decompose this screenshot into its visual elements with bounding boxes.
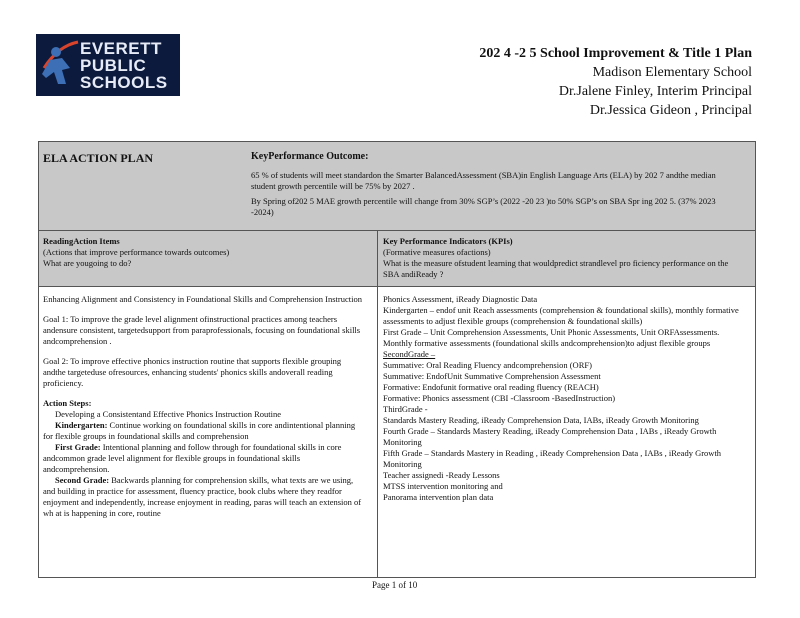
reading-action-items — [43, 294, 365, 519]
principal-interim: Dr.Jalene Finley, Interim Principal — [558, 84, 752, 99]
list-item: Panorama intervention plan data — [383, 492, 494, 502]
second-grade-label: Second Grade: — [55, 475, 110, 485]
reading-action-sub-1: (Actions that improve performance towards outcomes) — [43, 247, 230, 257]
kindergarten-label: Kindergarten: — [55, 420, 108, 430]
list-item: Teacher assignedi -Ready Lessons — [383, 470, 500, 480]
school-name: Madison Elementary School — [592, 65, 752, 80]
row-divider-2 — [39, 286, 755, 287]
kpo-text-1: 65 % of students will meet standardon the Smarter BalancedAssessment (SBA)in English Language Arts (ELA) by 202 7 andthe median student growth percentile will be 75% by 2027 . — [251, 170, 716, 191]
logo-line-3: SCHOOLS — [80, 73, 168, 92]
list-item: MTSS intervention monitoring and — [383, 481, 503, 491]
plan-title: 202 4 -2 5 School Improvement & Title 1 Plan — [479, 46, 752, 61]
principal: Dr.Jessica Gideon , Principal — [589, 103, 752, 118]
list-item: Fourth Grade – Standards Mastery Reading, iReady Comprehension Data , IABs , iReady Growth Monitoring — [383, 426, 717, 447]
list-item: Fifth Grade – Standards Mastery in Reading , iReady Comprehension Data , IABs , iReady Growth Monitoring — [383, 448, 722, 469]
column-divider — [377, 230, 378, 578]
kpi-label: Key Performance Indicators (KPIs) — [383, 236, 513, 246]
document-header — [479, 44, 752, 120]
first-grade-step — [43, 442, 365, 475]
first-grade-label: First Grade: — [55, 442, 101, 452]
logo-line-2: PUBLIC — [80, 56, 147, 75]
list-item: Formative: Endofunit formative oral reading fluency (REACH) — [383, 382, 599, 392]
reading-action-sub-2: What are yougoing to do? — [43, 258, 132, 268]
kpi-sub-2: What is the measure ofstudent learning that wouldpredict strandlevel pro ficiency performance on the SBA andiReady ? — [383, 258, 729, 279]
row-divider-1 — [39, 230, 755, 231]
list-item: Phonics Assessment, iReady Diagnostic Data — [383, 294, 538, 304]
list-item: First Grade – Unit Comprehension Assessments, Unit Phonic Assessments, Unit ORFAssessments. Monthly formative assessments (foundational skills andcomprehension)to adjust flexible groups — [383, 327, 720, 348]
kpo-label: KeyPerformance Outcome: — [251, 151, 369, 162]
kindergarten-step — [43, 420, 365, 442]
list-item: ThirdGrade - — [383, 404, 428, 414]
kpo-text-2: By Spring of202 5 MAE growth percentile will change from 30% SGP’s (2022 -20 23 )to 50% SGP’s on SBA Spr ing 202 5. (37% 2023 -2024) — [251, 196, 716, 217]
second-grade-step — [43, 475, 365, 519]
list-item: Summative: Oral Reading Fluency andcomprehension (ORF) — [383, 360, 592, 370]
district-logo — [36, 34, 180, 96]
list-item: Formative: Phonics assessment (CBI -Classroom -BasedInstruction) — [383, 393, 616, 403]
kpi-list — [383, 294, 741, 503]
goal-2: Goal 2: To improve effective phonics instruction routine that supports flexible grouping andthe targeteduse ofresources, enhancing students' phonics skills andoverall reading proficiency. — [43, 356, 342, 388]
plan-heading: ELA ACTION PLAN — [43, 151, 154, 165]
list-item: SecondGrade – — [383, 349, 436, 359]
reading-action-label: ReadingAction Items — [43, 236, 120, 246]
logo-line-1: EVERETT — [80, 39, 162, 58]
list-item: Kindergarten – endof unit Reach assessments (comprehension & foundational skills), monthly formative assessments to adjust flexible groups (comprehension & foundational skills) — [383, 305, 739, 326]
goal-1: Goal 1: To improve the grade level alignment ofinstructional practices among teachers andensure consistent, targetedsupport from paraprofessionals, focusing on foundational skills andcomprehension . — [43, 314, 361, 346]
list-item: Standards Mastery Reading, iReady Comprehension Data, IABs, iReady Growth Monitoring — [383, 415, 699, 425]
kpi-sub-1: (Formative measures ofactions) — [383, 247, 491, 257]
focus-statement: Enhancing Alignment and Consistency in Foundational Skills and Comprehension Instruction — [43, 294, 362, 304]
action-plan-table — [38, 141, 756, 578]
reading-action-header — [43, 236, 363, 269]
kpi-header — [383, 236, 739, 280]
action-steps-label: Action Steps: — [43, 398, 92, 408]
list-item: Summative: EndofUnit Summative Comprehension Assessment — [383, 371, 601, 381]
page-number: Page 1 of 10 — [372, 580, 418, 590]
first-grade-text: Intentional planning and follow through for foundational skills in core andcommon grade level alignment for flexible groups in foundational skills andcomprehension. — [43, 442, 342, 474]
kindergarten-text: Continue working on foundational skills in core andintentional planning for flexible groups in foundational skills and comprehension — [43, 420, 356, 441]
second-grade-text: Backwards planning for comprehension skills, what texts are we using, and building in practice for assessment, fluency practice, book clubs where they readfor enjoyment and independently, increase enjoyment in reading, paras will teach an extension of wh at is happening in core, routine — [43, 475, 362, 518]
runner-icon — [40, 38, 80, 92]
step-1: Developing a Consistentand Effective Phonics Instruction Routine — [55, 409, 281, 419]
